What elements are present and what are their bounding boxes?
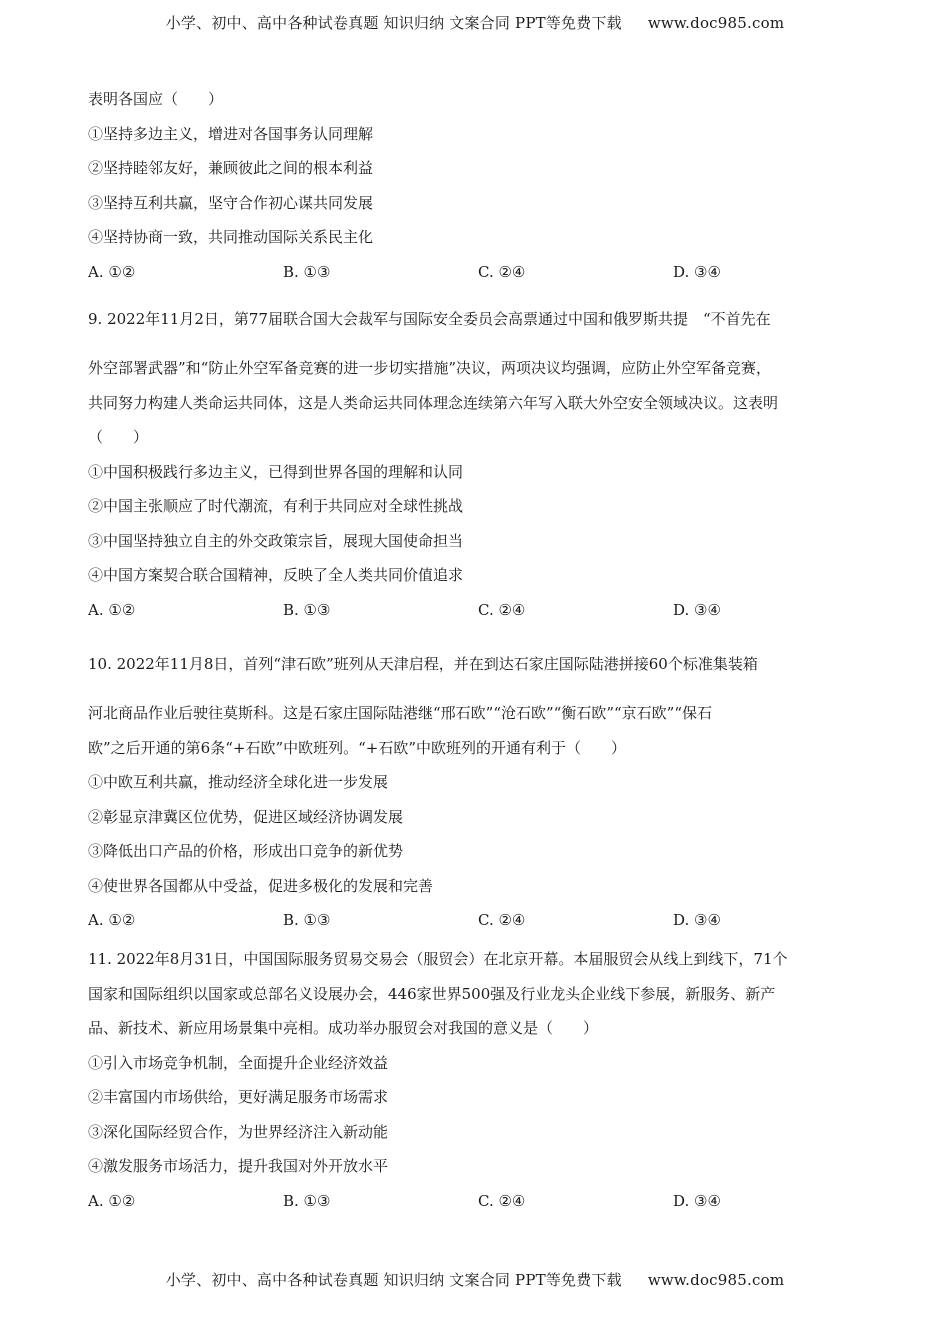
question-11 (88, 948, 868, 1224)
answer-options (88, 909, 868, 931)
option-c[interactable]: C. ②④ (478, 262, 526, 281)
question-9 (88, 308, 868, 633)
statement-4: ④坚持协商一致，共同推动国际关系民主化 (88, 228, 374, 246)
header-site-link[interactable]: www.doc985.com (647, 14, 785, 32)
page-footer (0, 1269, 950, 1290)
statement-1: ①中欧互利共赢，推动经济全球化进一步发展 (88, 773, 389, 791)
statement-2: ②中国主张顺应了时代潮流，有利于共同应对全球性挑战 (88, 497, 464, 515)
question-stem: 表明各国应（ ） (88, 90, 224, 108)
option-c[interactable]: C. ②④ (478, 600, 526, 619)
footer-text: 小学、初中、高中各种试卷真题 知识归纳 文案合同 PPT等免费下载 (165, 1271, 622, 1289)
statement-3: ③深化国际经贸合作，为世界经济注入新动能 (88, 1122, 389, 1141)
page-header (0, 12, 950, 33)
option-d[interactable]: D. ③④ (673, 1191, 721, 1210)
statement-1: ①坚持多边主义，增进对各国事务认同理解 (88, 124, 374, 143)
option-d[interactable]: D. ③④ (673, 600, 721, 619)
statement-2: ②坚持睦邻友好，兼顾彼此之间的根本利益 (88, 159, 374, 177)
question-stem-line-2: 河北商品作业后驶往莫斯科。这是石家庄国际陆港继“邢石欧”“沧石欧”“衡石欧”“京石欧”“保石 (88, 704, 713, 722)
option-c[interactable]: C. ②④ (478, 911, 526, 929)
option-a[interactable]: A. ①② (88, 262, 136, 281)
question-stem-line-2: 外空部署武器”和“防止外空军备竞赛的进一步切实措施”决议，两项决议均强调，应防止外空军备竞赛， (88, 359, 772, 377)
question-8 (88, 88, 868, 295)
answer-options (88, 1190, 868, 1212)
option-a[interactable]: A. ①② (88, 600, 136, 619)
answer-options (88, 599, 868, 621)
question-stem-line-3: 欧”之后开通的第6条“+石欧”中欧班列。“+石欧”中欧班列的开通有利于（ ） (88, 738, 627, 757)
statement-4: ④中国方案契合联合国精神，反映了全人类共同价值追求 (88, 566, 464, 584)
question-stem-line-1: 11. 2022年8月31日，中国国际服务贸易交易会（服贸会）在北京开幕。本届服贸会从线上到线下，71个 (88, 950, 788, 968)
header-text: 小学、初中、高中各种试卷真题 知识归纳 文案合同 PPT等免费下载 (165, 14, 622, 32)
question-stem-line-3: 品、新技术、新应用场景集中亮相。成功举办服贸会对我国的意义是（ ） (88, 1019, 599, 1037)
statement-2: ②丰富国内市场供给，更好满足服务市场需求 (88, 1088, 389, 1106)
question-stem-line-4: （ ） (88, 428, 149, 446)
question-10 (88, 653, 868, 944)
statement-2: ②彰显京津冀区位优势，促进区域经济协调发展 (88, 807, 404, 826)
statement-1: ①引入市场竞争机制，全面提升企业经济效益 (88, 1053, 389, 1072)
answer-options (88, 261, 868, 283)
option-d[interactable]: D. ③④ (673, 262, 721, 281)
option-d[interactable]: D. ③④ (673, 911, 721, 929)
question-stem-line-3: 共同努力构建人类命运共同体，这是人类命运共同体理念连续第六年写入联大外空安全领域决议。这表明 (88, 393, 779, 412)
option-c[interactable]: C. ②④ (478, 1191, 526, 1210)
question-stem-line-1: 10. 2022年11月8日，首列“津石欧”班列从天津启程，并在到达石家庄国际陆港拼接60个标准集装箱 (88, 655, 758, 673)
option-b[interactable]: B. ①③ (283, 911, 331, 929)
footer-site-link[interactable]: www.doc985.com (647, 1271, 785, 1289)
question-stem-line-1: 9. 2022年11月2日，第77届联合国大会裁军与国际安全委员会高票通过中国和俄罗斯共提 “不首先在 (88, 310, 771, 328)
statement-1: ①中国积极践行多边主义，已得到世界各国的理解和认同 (88, 462, 464, 481)
statement-4: ④激发服务市场活力，提升我国对外开放水平 (88, 1157, 389, 1175)
statement-3: ③中国坚持独立自主的外交政策宗旨，展现大国使命担当 (88, 531, 464, 550)
option-b[interactable]: B. ①③ (283, 600, 331, 619)
option-a[interactable]: A. ①② (88, 911, 136, 929)
option-b[interactable]: B. ①③ (283, 262, 331, 281)
question-stem-line-2: 国家和国际组织以国家或总部名义设展办会，446家世界500强及行业龙头企业线下参展，新服务、新产 (88, 984, 776, 1003)
option-b[interactable]: B. ①③ (283, 1191, 331, 1210)
statement-3: ③降低出口产品的价格，形成出口竞争的新优势 (88, 842, 404, 860)
option-a[interactable]: A. ①② (88, 1191, 136, 1210)
statement-3: ③坚持互利共赢，坚守合作初心谋共同发展 (88, 193, 374, 212)
statement-4: ④使世界各国都从中受益，促进多极化的发展和完善 (88, 876, 434, 895)
